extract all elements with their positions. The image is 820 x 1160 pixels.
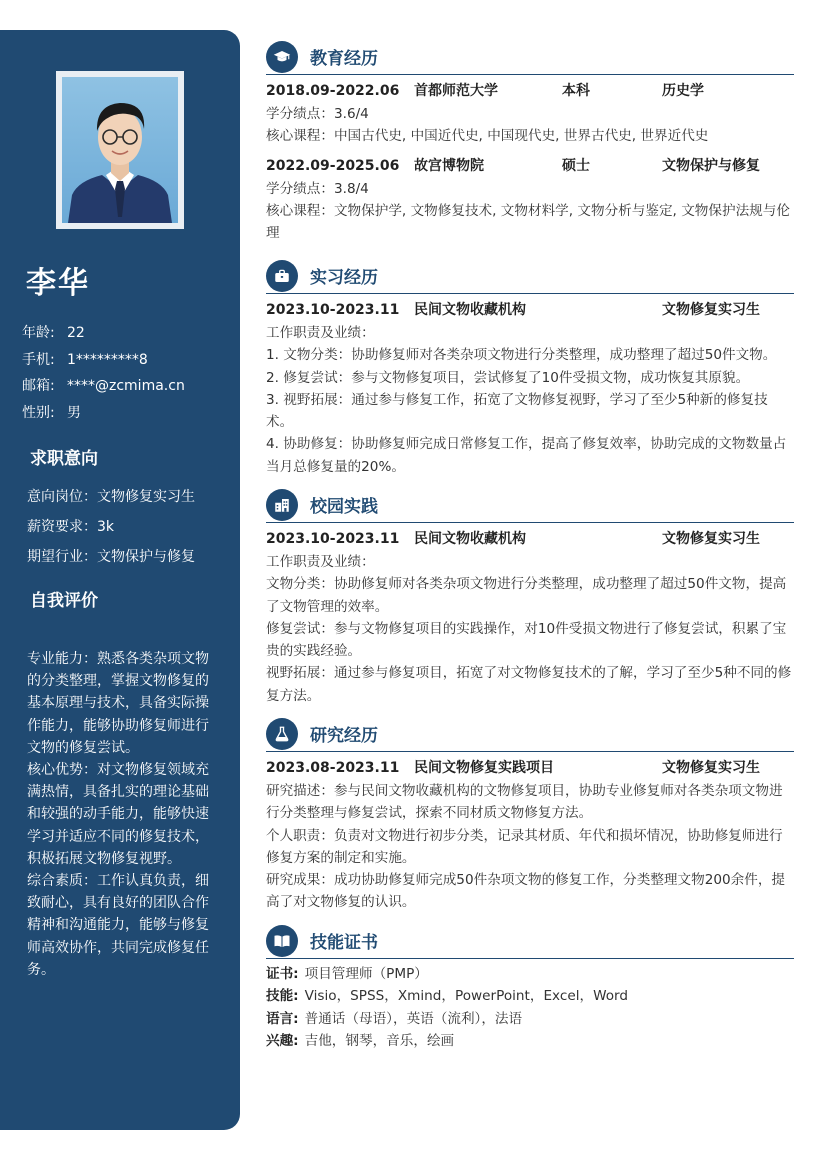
section-header bbox=[266, 260, 794, 294]
section-title: 校园实践 bbox=[310, 497, 378, 517]
entry-org: 民间文物收藏机构 bbox=[414, 302, 526, 318]
internship-section bbox=[266, 260, 794, 478]
personal-info-list bbox=[22, 320, 222, 426]
entry-major: 历史学 bbox=[662, 83, 704, 99]
avatar bbox=[62, 77, 178, 223]
skill-value: 吉他，钢琴，音乐，绘画 bbox=[304, 1032, 455, 1049]
skill-label: 兴趣: bbox=[266, 1032, 299, 1049]
info-phone bbox=[22, 347, 222, 374]
section-title: 技能证书 bbox=[310, 933, 378, 953]
section-title: 实习经历 bbox=[310, 268, 378, 288]
skill-value: 项目管理师（PMP） bbox=[304, 966, 428, 982]
info-email bbox=[22, 373, 222, 400]
self-eval-title: 自我评价 bbox=[30, 591, 98, 611]
buildings-icon bbox=[266, 489, 298, 521]
entry-line: 研究成果：成功协助修复师完成50件杂项文物的修复工作，分类整理文物200余件，提高了对文物修复的认识。 bbox=[266, 872, 786, 911]
education-entry-header bbox=[266, 154, 794, 178]
entry-date: 2023.10-2023.11 bbox=[266, 531, 400, 547]
entry-school: 故宫博物院 bbox=[414, 157, 484, 174]
self-eval-paragraph: 综合素质：工作认真负责，细致耐心，具有良好的团队合作精神和沟通能力，能够与修复师高效协作，共同完成修复任务。 bbox=[27, 873, 209, 978]
candidate-name: 李华 bbox=[26, 266, 90, 301]
entry-degree: 硕士 bbox=[562, 157, 590, 174]
entry-date: 2023.10-2023.11 bbox=[266, 302, 400, 318]
info-label: 性别: bbox=[22, 404, 55, 421]
section-header bbox=[266, 925, 794, 959]
entry-org: 民间文物收藏机构 bbox=[414, 531, 526, 547]
entry-line: 工作职责及业绩： bbox=[266, 325, 375, 341]
entry-line: 核心课程：文物保护学, 文物修复技术, 文物材料学, 文物分析与鉴定, 文物保护法规与伦理 bbox=[266, 202, 790, 242]
research-section bbox=[266, 718, 794, 914]
skill-value: 普通话（母语），英语（流利），法语 bbox=[304, 1010, 523, 1027]
entry-date: 2023.08-2023.11 bbox=[266, 760, 400, 776]
info-value: 男 bbox=[67, 404, 81, 421]
info-label: 手机: bbox=[22, 351, 55, 368]
skill-row-skills bbox=[266, 985, 794, 1007]
entry-line: 学分绩点：3.6/4 bbox=[266, 106, 369, 122]
info-value: 1*********8 bbox=[67, 351, 148, 368]
info-gender bbox=[22, 400, 222, 427]
entry-line: 核心课程：中国古代史, 中国近代史, 中国现代史, 世界古代史, 世界近代史 bbox=[266, 128, 709, 145]
education-section bbox=[266, 41, 794, 244]
research-entry-header bbox=[266, 756, 794, 780]
entry-line: 文物分类：协助修复师对各类杂项文物进行分类整理，成功整理了超过50件文物，提高了文物管理的效率。 bbox=[266, 576, 787, 615]
entry-line: 视野拓展：通过参与修复项目，拓宽了对文物修复技术的了解，学习了至少5种不同的修复方法。 bbox=[266, 665, 792, 704]
open-book-icon bbox=[266, 925, 298, 957]
entry-line: 工作职责及业绩： bbox=[266, 554, 375, 570]
entry-line: 研究描述：参与民间文物收藏机构的文物修复项目，协助专业修复师对各类杂项文物进行分类整理与修复尝试，探索不同材质文物修复方法。 bbox=[266, 783, 783, 822]
entry-major: 文物保护与修复 bbox=[662, 157, 760, 174]
entry-line: 个人职责：负责对文物进行初步分类，记录其材质、年代和损坏情况，协助修复师进行修复方案的制定和实施。 bbox=[266, 827, 783, 866]
self-eval-paragraph: 专业能力：熟悉各类杂项文物的分类整理，掌握文物修复的基本原理与技术，具备实际操作能力，能够协助修复师进行文物的修复尝试。 bbox=[27, 651, 209, 756]
intent-item: 期望行业：文物保护与修复 bbox=[27, 549, 195, 565]
entry-date: 2018.09-2022.06 bbox=[266, 83, 400, 99]
info-label: 年龄: bbox=[22, 325, 55, 341]
portrait-illustration bbox=[62, 77, 178, 223]
info-label: 邮箱: bbox=[22, 378, 55, 394]
self-eval-paragraph: 核心优势：对文物修复领域充满热情，具备扎实的理论基础和较强的动手能力，能够快速学习并适应不同的修复技术，积极拓展文物修复视野。 bbox=[27, 762, 209, 867]
entry-date: 2022.09-2025.06 bbox=[266, 157, 400, 174]
campus-section bbox=[266, 489, 794, 707]
entry-line: 2. 修复尝试：参与文物修复项目，尝试修复了10件受损文物，成功恢复其原貌。 bbox=[266, 369, 750, 386]
education-entry-header bbox=[266, 79, 794, 103]
skill-label: 证书: bbox=[266, 966, 299, 982]
entry-line: 1. 文物分类：协助修复师对各类杂项文物进行分类整理，成功整理了超过50件文物。 bbox=[266, 347, 777, 364]
entry-role: 文物修复实习生 bbox=[662, 531, 760, 547]
entry-line: 3. 视野拓展：通过参与修复工作，拓宽了文物修复视野，学习了至少5种新的修复技术。 bbox=[266, 391, 768, 431]
entry-role: 文物修复实习生 bbox=[662, 302, 760, 318]
graduation-cap-icon bbox=[266, 41, 298, 73]
entry-line: 4. 协助修复：协助修复师完成日常修复工作，提高了修复效率，协助完成的文物数量占当月总修复量的20%。 bbox=[266, 436, 787, 475]
section-title: 教育经历 bbox=[310, 49, 378, 69]
avatar-frame bbox=[56, 71, 184, 229]
intent-list bbox=[27, 482, 232, 572]
skill-label: 技能: bbox=[266, 988, 299, 1005]
intent-item: 薪资要求：3k bbox=[27, 519, 115, 535]
intent-item: 意向岗位：文物修复实习生 bbox=[27, 489, 195, 505]
flask-icon bbox=[266, 718, 298, 750]
self-eval-text bbox=[27, 648, 219, 981]
section-header bbox=[266, 41, 794, 75]
internship-entry-header bbox=[266, 298, 794, 322]
entry-school: 首都师范大学 bbox=[414, 83, 498, 99]
info-value: 22 bbox=[67, 325, 85, 341]
entry-degree: 本科 bbox=[562, 83, 590, 99]
section-header bbox=[266, 718, 794, 752]
skill-value: Visio，SPSS，Xmind，PowerPoint，Excel，Word bbox=[304, 988, 629, 1005]
section-header bbox=[266, 489, 794, 523]
skills-section bbox=[266, 925, 794, 1052]
skill-label: 语言: bbox=[266, 1010, 299, 1027]
info-value: ****@zcmima.cn bbox=[67, 378, 185, 394]
skill-row-interests bbox=[266, 1030, 794, 1052]
intent-title: 求职意向 bbox=[30, 449, 98, 469]
entry-org: 民间文物修复实践项目 bbox=[414, 760, 554, 776]
campus-entry-header bbox=[266, 527, 794, 551]
sidebar bbox=[0, 30, 240, 1130]
skill-row-certificate bbox=[266, 963, 794, 985]
entry-line: 学分绩点：3.8/4 bbox=[266, 180, 369, 197]
briefcase-icon bbox=[266, 260, 298, 292]
info-age bbox=[22, 320, 222, 347]
entry-role: 文物修复实习生 bbox=[662, 760, 760, 776]
entry-line: 修复尝试：参与文物修复项目的实践操作，对10件受损文物进行了修复尝试，积累了宝贵的实践经验。 bbox=[266, 620, 787, 660]
skill-row-language bbox=[266, 1008, 794, 1030]
section-title: 研究经历 bbox=[310, 726, 378, 746]
